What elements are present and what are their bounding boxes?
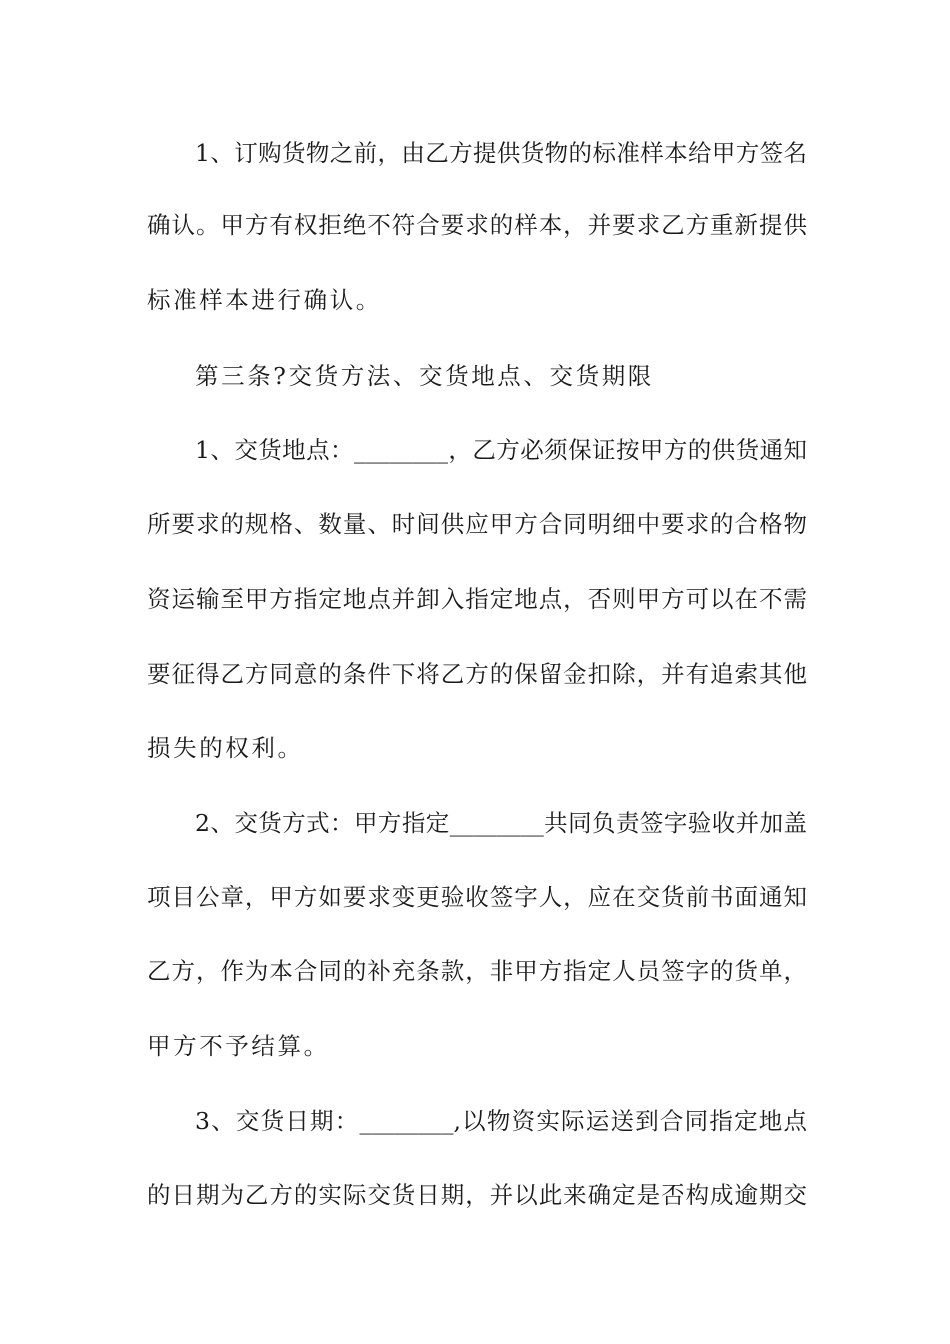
paragraph-2-line-1: 1、交货地点：________，乙方必须保证按甲方的供货通知: [195, 436, 807, 464]
article-heading: 第三条?交货方法、交货地点、交货期限: [195, 362, 654, 390]
paragraph-2-line-5: 损失的权利。: [147, 734, 304, 762]
paragraph-4-line-1: 3、交货日期：________,以物资实际运送到合同指定地点: [195, 1107, 807, 1135]
paragraph-2-line-4: 要征得乙方同意的条件下将乙方的保留金扣除，并有追索其他: [147, 660, 807, 688]
paragraph-2-line-3: 资运输至甲方指定地点并卸入指定地点，否则甲方可以在不需: [147, 585, 807, 613]
paragraph-3-line-1: 2、交货方式：甲方指定________共同负责签字验收并加盖: [195, 809, 807, 837]
paragraph-3-line-3: 乙方，作为本合同的补充条款，非甲方指定人员签字的货单，: [147, 957, 807, 985]
paragraph-1-line-2: 确认。甲方有权拒绝不符合要求的样本，并要求乙方重新提供: [147, 211, 807, 239]
paragraph-3-line-2: 项目公章，甲方如要求变更验收签字人，应在交货前书面通知: [147, 883, 807, 911]
paragraph-1-line-3: 标准样本进行确认。: [147, 286, 382, 314]
paragraph-4-line-2: 的日期为乙方的实际交货日期，并以此来确定是否构成逾期交: [147, 1181, 807, 1209]
paragraph-1-line-1: 1、订购货物之前，由乙方提供货物的标准样本给甲方签名: [195, 139, 807, 167]
paragraph-3-line-4: 甲方不予结算。: [147, 1032, 330, 1060]
paragraph-2-line-2: 所要求的规格、数量、时间供应甲方合同明细中要求的合格物: [147, 510, 807, 538]
